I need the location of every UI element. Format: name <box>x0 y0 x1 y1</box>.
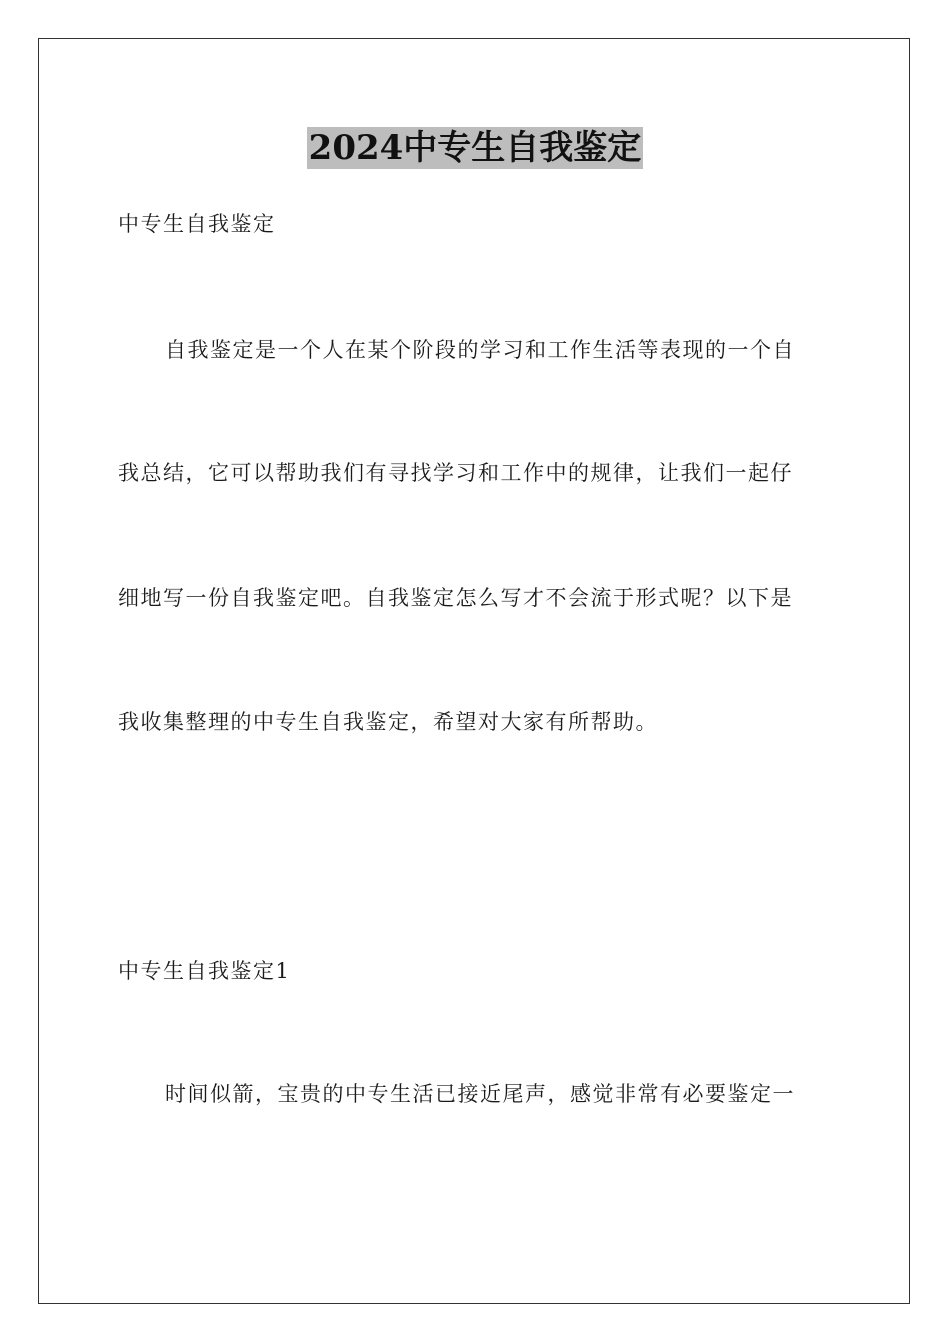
paragraph-line: 细地写一份自我鉴定吧。自我鉴定怎么写才不会流于形式呢？以下是 <box>118 586 793 610</box>
paragraph-line: 我总结，它可以帮助我们有寻找学习和工作中的规律，让我们一起仔 <box>118 461 793 485</box>
paragraph-line: 我收集整理的中专生自我鉴定，希望对大家有所帮助。 <box>118 710 658 734</box>
paragraph-line: 自我鉴定是一个人在某个阶段的学习和工作生活等表现的一个自 <box>165 338 795 362</box>
document-title: 2024中专生自我鉴定 <box>308 128 642 168</box>
subtitle: 中专生自我鉴定 <box>118 212 276 236</box>
section-heading: 中专生自我鉴定1 <box>118 959 291 983</box>
title-container <box>0 127 950 169</box>
paragraph-line: 时间似箭，宝贵的中专生活已接近尾声，感觉非常有必要鉴定一 <box>165 1082 795 1106</box>
